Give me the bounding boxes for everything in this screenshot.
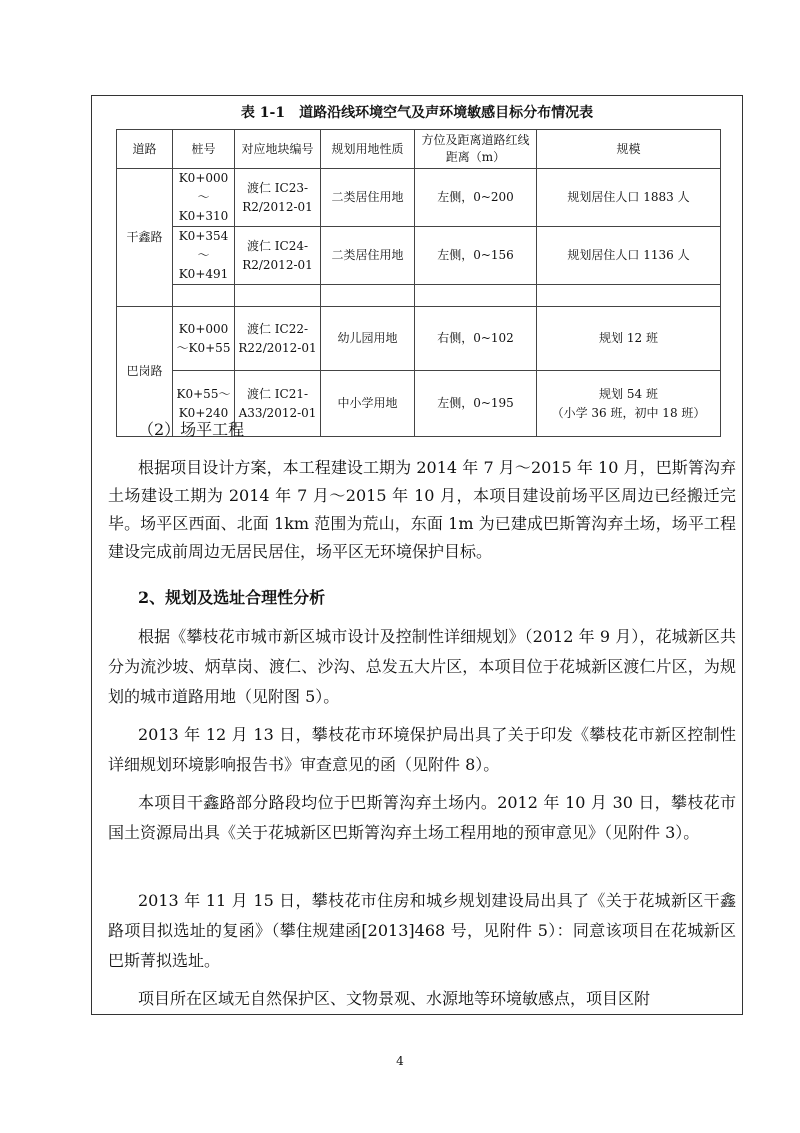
scale-detail: （小学 36 班，初中 18 班） [551,405,706,420]
plot-cell: 渡仁 IC21-A33/2012-01 [235,371,321,437]
table-row [117,227,721,285]
scale-cell [537,371,721,437]
position-cell: 左侧，0~156 [415,227,537,285]
planning-paragraph: 2013 年 12 月 13 日，攀枝花市环境保护局出具了关于印发《攀枝花市新区控制性详细规划环境影响报告书》审查意见的函（见附件 8）。 [108,725,736,774]
scale-main: 规划 54 班 [599,386,658,401]
station-cell: K0+55～K0+240 [173,371,235,437]
empty-cell [173,285,235,307]
empty-cell [321,285,415,307]
table-title: 表 1-1 道路沿线环境空气及声环境敏感目标分布情况表 [240,105,594,121]
planning-paragraph: 2013 年 11 月 15 日，攀枝花市住房和城乡规划建设局出具了《关于花城新区干鑫路项目拟选址的复函》（攀住规建函[2013]468 号，见附件 5）：同意该项目在花城新区巴斯菁拟选址。 [108,891,736,970]
page-number: 4 [396,1054,404,1068]
empty-cell [537,285,721,307]
plot-cell: 渡仁 IC24-R2/2012-01 [235,227,321,285]
land-use-cell: 幼儿园用地 [321,307,415,371]
empty-cell [415,285,537,307]
land-use-cell: 中小学用地 [321,371,415,437]
header-cell: 道路 [117,130,173,169]
header-cell: 规模 [537,130,721,169]
scale-cell: 规划 12 班 [537,307,721,371]
planning-paragraph: 项目所在区域无自然保护区、文物景观、水源地等环境敏感点，项目区附 [138,989,651,1008]
station-cell: K0+354～K0+491 [173,227,235,285]
road-name-cell: 干鑫路 [117,169,173,307]
road-name-cell: 巴岗路 [117,307,173,437]
header-cell: 桩号 [173,130,235,169]
section-site-title: （2）场平工程 [138,420,245,439]
header-cell: 对应地块编号 [235,130,321,169]
content-frame [91,95,743,1015]
table-row [117,169,721,227]
station-cell: K0+000～K0+310 [173,169,235,227]
plot-cell: 渡仁 IC22-R22/2012-01 [235,307,321,371]
planning-paragraph: 本项目干鑫路部分路段均位于巴斯箐沟弃土场内。2012 年 10 月 30 日，攀枝花市国土资源局出具《关于花城新区巴斯箐沟弃土场工程用地的预审意见》（见附件 3）。 [108,793,736,842]
plot-cell: 渡仁 IC23-R2/2012-01 [235,169,321,227]
table-row [117,307,721,371]
position-cell: 左侧，0~200 [415,169,537,227]
section-planning-title: 2、规划及选址合理性分析 [138,588,326,607]
section-site-paragraph: 根据项目设计方案，本工程建设工期为 2014 年 7 月～2015 年 10 月，巴斯箐沟弃土场建设工期为 2014 年 7 月～2015 年 10 月，本项目建设前场平区周边已经搬迁完毕。场平区西面、北面 1km 范围为荒山，东面 1m 为已建成巴斯箐沟弃土场，场平工程建设完成前周边无居民居住，场平区无环境保护目标。 [108,458,736,561]
position-cell: 右侧，0~102 [415,307,537,371]
table-header-row [117,130,721,169]
sensitive-targets-table [116,129,721,437]
header-cell: 方位及距离道路红线距离（m） [415,130,537,169]
scale-cell: 规划居住人口 1883 人 [537,169,721,227]
empty-cell [235,285,321,307]
land-use-cell: 二类居住用地 [321,169,415,227]
land-use-cell: 二类居住用地 [321,227,415,285]
table-row-empty [117,285,721,307]
station-cell: K0+000～K0+55 [173,307,235,371]
planning-paragraph: 根据《攀枝花市城市新区城市设计及控制性详细规划》（2012 年 9 月），花城新区共分为流沙坡、炳草岗、渡仁、沙沟、总发五大片区，本项目位于花城新区渡仁片区，为规划的城市道路用地（见附图 5）。 [108,627,736,706]
position-cell: 左侧，0~195 [415,371,537,437]
scale-cell: 规划居住人口 1136 人 [537,227,721,285]
header-cell: 规划用地性质 [321,130,415,169]
